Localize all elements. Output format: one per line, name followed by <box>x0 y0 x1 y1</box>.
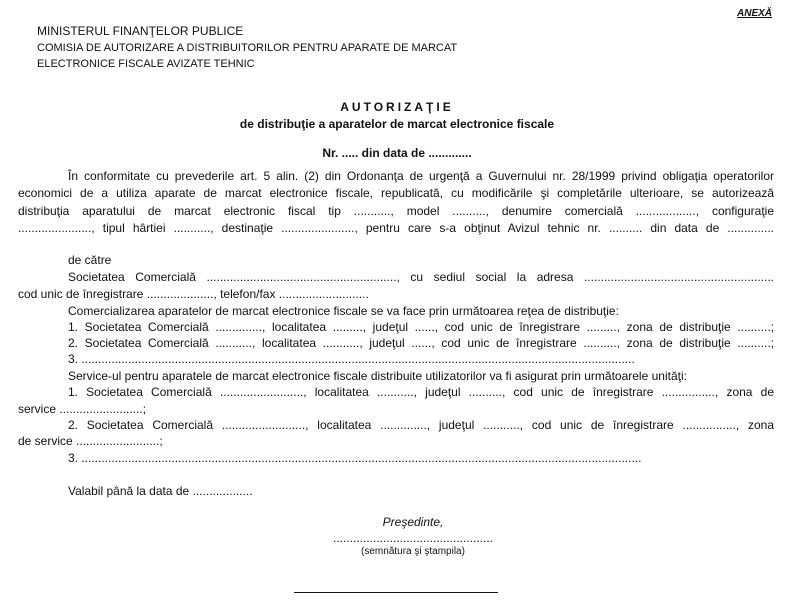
valid-until: Valabil până la data de .................. <box>68 484 253 498</box>
paragraph1-line3: distribuţia aparatului de marcat electronic fiscal tip ..........., model .........., denumire comercială .................., configuraţie <box>18 204 774 218</box>
paragraph1-line4: ......................, tipul hârtiei ..........., destinaţie ......................, pentru care s-a obţinut Avizul tehnic nr. .......... din data de .............. <box>18 221 774 235</box>
service-item-1-line1: 1. Societatea Comercială ........................., localitatea ..........., judeţul .........., cod unic de înregistrare ................, zona de <box>68 385 774 399</box>
distribution-intro: Comercializarea aparatelor de marcat electronice fiscale se va face prin următoarea reţea de distribuţie: <box>68 304 619 318</box>
service-item-2-line2: de service .........................; <box>18 434 163 448</box>
footer-divider <box>294 592 498 593</box>
signature-line: ................................................ <box>332 531 494 545</box>
signature-role: Preşedinte, <box>382 515 444 529</box>
commission-name-line2: ELECTRONICE FISCALE AVIZATE TEHNIC <box>37 58 255 70</box>
service-intro: Service-ul pentru aparatele de marcat electronice fiscale distribuite utilizatorilor va fi asigurat prin următoarele unităţi: <box>68 369 687 383</box>
commission-name-line1: COMISIA DE AUTORIZARE A DISTRIBUITORILOR PENTRU APARATE DE MARCAT <box>37 42 458 54</box>
service-item-3: 3. ........................................................................................................................................................................ <box>68 451 642 465</box>
ministry-name: MINISTERUL FINANŢELOR PUBLICE <box>37 24 244 38</box>
document-subtitle: de distribuţie a aparatelor de marcat electronice fiscale <box>239 117 555 131</box>
distribution-item-1: 1. Societatea Comercială .............., localitatea ........., judeţul ......, cod unic de înregistrare ........., zona de distribuţie ..........; <box>68 320 774 334</box>
recipient-cui-line: cod unic de înregistrare ...................., telefon/fax ........................... <box>18 287 369 301</box>
document-title: AUTORIZAŢIE <box>340 100 454 114</box>
service-item-1-line2: service .........................; <box>18 402 147 416</box>
service-item-2-line1: 2. Societatea Comercială ........................., localitatea .............., judeţul ..........., cod unic de înregistrare ................, zona <box>68 418 774 432</box>
paragraph1-line2: economici de a utiliza aparate de marcat electronice fiscale, republicată, cu modificările şi completările ulterioare, se autorizează <box>18 186 774 200</box>
document-number-date: Nr. ..... din data de ............. <box>322 146 472 160</box>
de-catre-label: de către <box>68 253 112 267</box>
recipient-company-line: Societatea Comercială ........................................................., cu sediul social la adresa ......................................................... <box>68 270 774 284</box>
distribution-item-3: 3. ...................................................................................................................................................................... <box>68 352 635 366</box>
annex-label: ANEXĂ <box>737 8 773 19</box>
signature-caption: (semnătura şi ştampila) <box>361 546 465 557</box>
paragraph1-line1: În conformitate cu prevederile art. 5 alin. (2) din Ordonanţa de urgenţă a Guvernului nr. 28/1999 privind obligaţia operatorilor <box>68 169 774 183</box>
distribution-item-2: 2. Societatea Comercială ..........., localitatea ..........., judeţul ......, cod unic de înregistrare .........., zona de distribuţie ..........; <box>68 336 774 350</box>
